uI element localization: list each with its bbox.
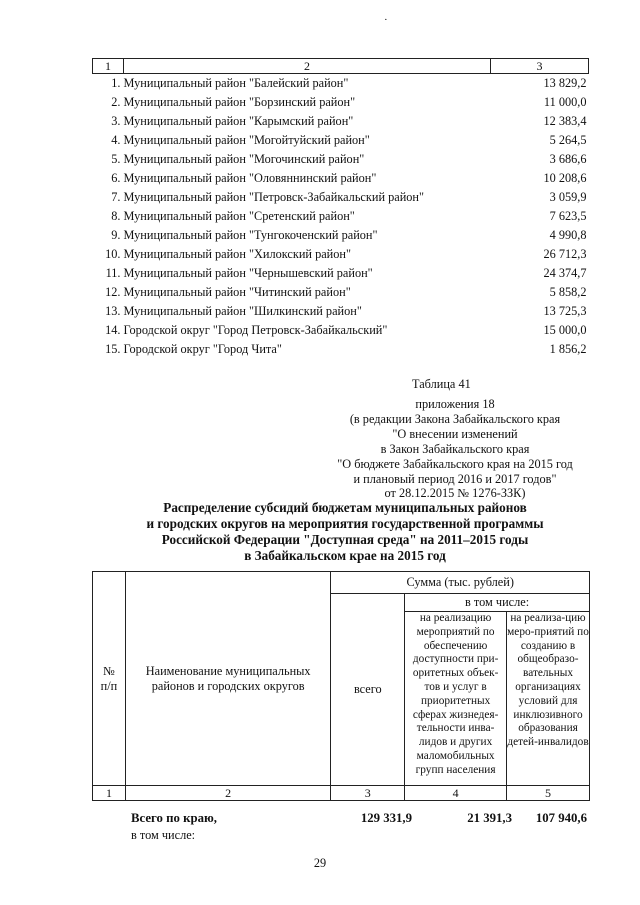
- table-row: [93, 245, 589, 264]
- heading-line: в Забайкальском крае на 2015 год: [244, 548, 446, 563]
- heading-line: Российской Федерации "Доступная среда" на 2011–2015 годы: [161, 532, 529, 547]
- table-row: [93, 150, 589, 169]
- row-value: 26 712,3: [543, 247, 587, 261]
- row-value: 5 858,2: [549, 285, 587, 299]
- table-row: [93, 264, 589, 283]
- index-cell: 1: [93, 786, 126, 801]
- including-label: в том числе:: [131, 828, 196, 842]
- col-header-accessibility: на реализацию мероприятий по обеспечению доступности при-оритетных объек-тов и услуг в приоритетных сферах жизнедея-тельности инва-лидов и других маломобильных групп населения: [405, 612, 507, 786]
- header-col-2: 2: [124, 59, 491, 74]
- table-row: [93, 302, 589, 321]
- table-body: [93, 74, 589, 360]
- row-number: 13.: [105, 304, 121, 318]
- table-row: [93, 226, 589, 245]
- table-row: [93, 112, 589, 131]
- row-name: Муниципальный район "Хилокский район": [123, 247, 352, 261]
- table-row: [93, 131, 589, 150]
- row-name: Городской округ "Город Петровск-Забайкальский": [123, 323, 388, 337]
- table-row: [93, 340, 589, 359]
- row-value: 12 383,4: [543, 114, 587, 128]
- row-name: Муниципальный район "Оловяннинский район": [123, 171, 377, 185]
- row-name: Муниципальный район "Сретенский район": [123, 209, 355, 223]
- total-label: Всего по краю,: [131, 811, 217, 825]
- table-row: [93, 93, 589, 112]
- col-header-number: № п/п: [93, 572, 126, 786]
- row-number: 14.: [105, 323, 121, 337]
- index-cell: 2: [125, 786, 331, 801]
- row-number: 6.: [111, 171, 121, 185]
- caption-line: и плановый период 2016 и 2017 годов": [353, 472, 557, 486]
- table-row: [93, 283, 589, 302]
- total-inclusive-value: 107 940,6: [535, 811, 587, 825]
- row-name: Городской округ "Город Чита": [123, 342, 282, 356]
- row-value: 10 208,6: [543, 171, 587, 185]
- header-col-3: 3: [491, 59, 589, 74]
- row-name: Муниципальный район "Читинский район": [123, 285, 351, 299]
- row-number: 5.: [111, 152, 121, 166]
- total-accessibility-value: 21 391,3: [467, 811, 512, 825]
- table-row: [93, 321, 589, 340]
- row-name: Муниципальный район "Тунгокоченский район": [123, 228, 378, 242]
- row-value: 13 725,3: [543, 304, 587, 318]
- row-number: 1.: [111, 76, 121, 90]
- subsidy-table-continued: [92, 58, 589, 359]
- table-header-row: [93, 59, 589, 74]
- row-number: 11.: [105, 266, 121, 280]
- col-header-sum: Сумма (тыс. рублей): [331, 572, 590, 594]
- row-number: 4.: [111, 133, 121, 147]
- row-value: 3 686,6: [549, 152, 587, 166]
- total-all-value: 129 331,9: [360, 811, 412, 825]
- heading-line: Распределение субсидий бюджетам муниципальных районов: [163, 500, 527, 515]
- table-row: [93, 74, 589, 94]
- document-heading: [100, 500, 590, 564]
- row-number: 15.: [105, 342, 121, 356]
- top-mark: ·: [384, 14, 388, 26]
- caption-line: в Закон Забайкальского края: [380, 442, 530, 456]
- row-number: 8.: [111, 209, 121, 223]
- table-row: [93, 207, 589, 226]
- row-number: 10.: [105, 247, 121, 261]
- row-name: Муниципальный район "Могочинский район": [123, 152, 365, 166]
- row-number: 2.: [111, 95, 121, 109]
- row-name: Муниципальный район "Балейский район": [123, 76, 349, 90]
- caption-line: (в редакции Закона Забайкальского края: [349, 412, 561, 426]
- row-name: Муниципальный район "Карымский район": [123, 114, 354, 128]
- header-col-1: 1: [93, 59, 124, 74]
- row-number: 7.: [111, 190, 121, 204]
- caption-line: от 28.12.2015 № 1276-ЗЗК): [384, 486, 526, 500]
- row-value: 15 000,0: [543, 323, 587, 337]
- col-header-total: всего: [331, 594, 405, 786]
- row-name: Муниципальный район "Чернышевский район": [123, 266, 373, 280]
- index-cell: 5: [507, 786, 590, 801]
- subsidy-table-2015: [92, 571, 590, 801]
- page-number: 29: [313, 856, 327, 870]
- row-name: Муниципальный район "Шилкинский район": [123, 304, 362, 318]
- row-value: 11 000,0: [543, 95, 587, 109]
- index-cell: 4: [405, 786, 507, 801]
- row-value: 4 990,8: [549, 228, 587, 242]
- row-value: 13 829,2: [543, 76, 587, 90]
- row-value: 5 264,5: [549, 133, 587, 147]
- row-name: Муниципальный район "Петровск-Забайкальский район": [123, 190, 425, 204]
- col-header-including: в том числе:: [405, 594, 590, 612]
- caption-line: приложения 18: [415, 397, 495, 411]
- row-name: Муниципальный район "Могойтуйский район": [123, 133, 370, 147]
- caption-line: "О бюджете Забайкальского края на 2015 год: [337, 457, 573, 471]
- heading-line: и городских округов на мероприятия государственной программы: [146, 516, 544, 531]
- row-value: 3 059,9: [549, 190, 587, 204]
- row-number: 12.: [105, 285, 121, 299]
- table-number: Таблица 41: [412, 377, 471, 391]
- table-row: [93, 169, 589, 188]
- row-value: 24 374,7: [543, 266, 587, 280]
- index-row: [93, 786, 590, 801]
- row-number: 9.: [111, 228, 121, 242]
- caption-line: "О внесении изменений: [392, 427, 518, 441]
- row-number: 3.: [111, 114, 121, 128]
- row-value: 1 856,2: [549, 342, 587, 356]
- table-row: [93, 188, 589, 207]
- col-header-name: Наименование муниципальных районов и городских округов: [125, 572, 331, 786]
- row-value: 7 623,5: [549, 209, 587, 223]
- col-header-inclusive-education: на реализа-цию меро-приятий по созданию в общеобразо-вательных организациях условий для инклюзивного образования детей-инвалидов: [507, 612, 590, 786]
- row-name: Муниципальный район "Борзинский район": [123, 95, 356, 109]
- index-cell: 3: [331, 786, 405, 801]
